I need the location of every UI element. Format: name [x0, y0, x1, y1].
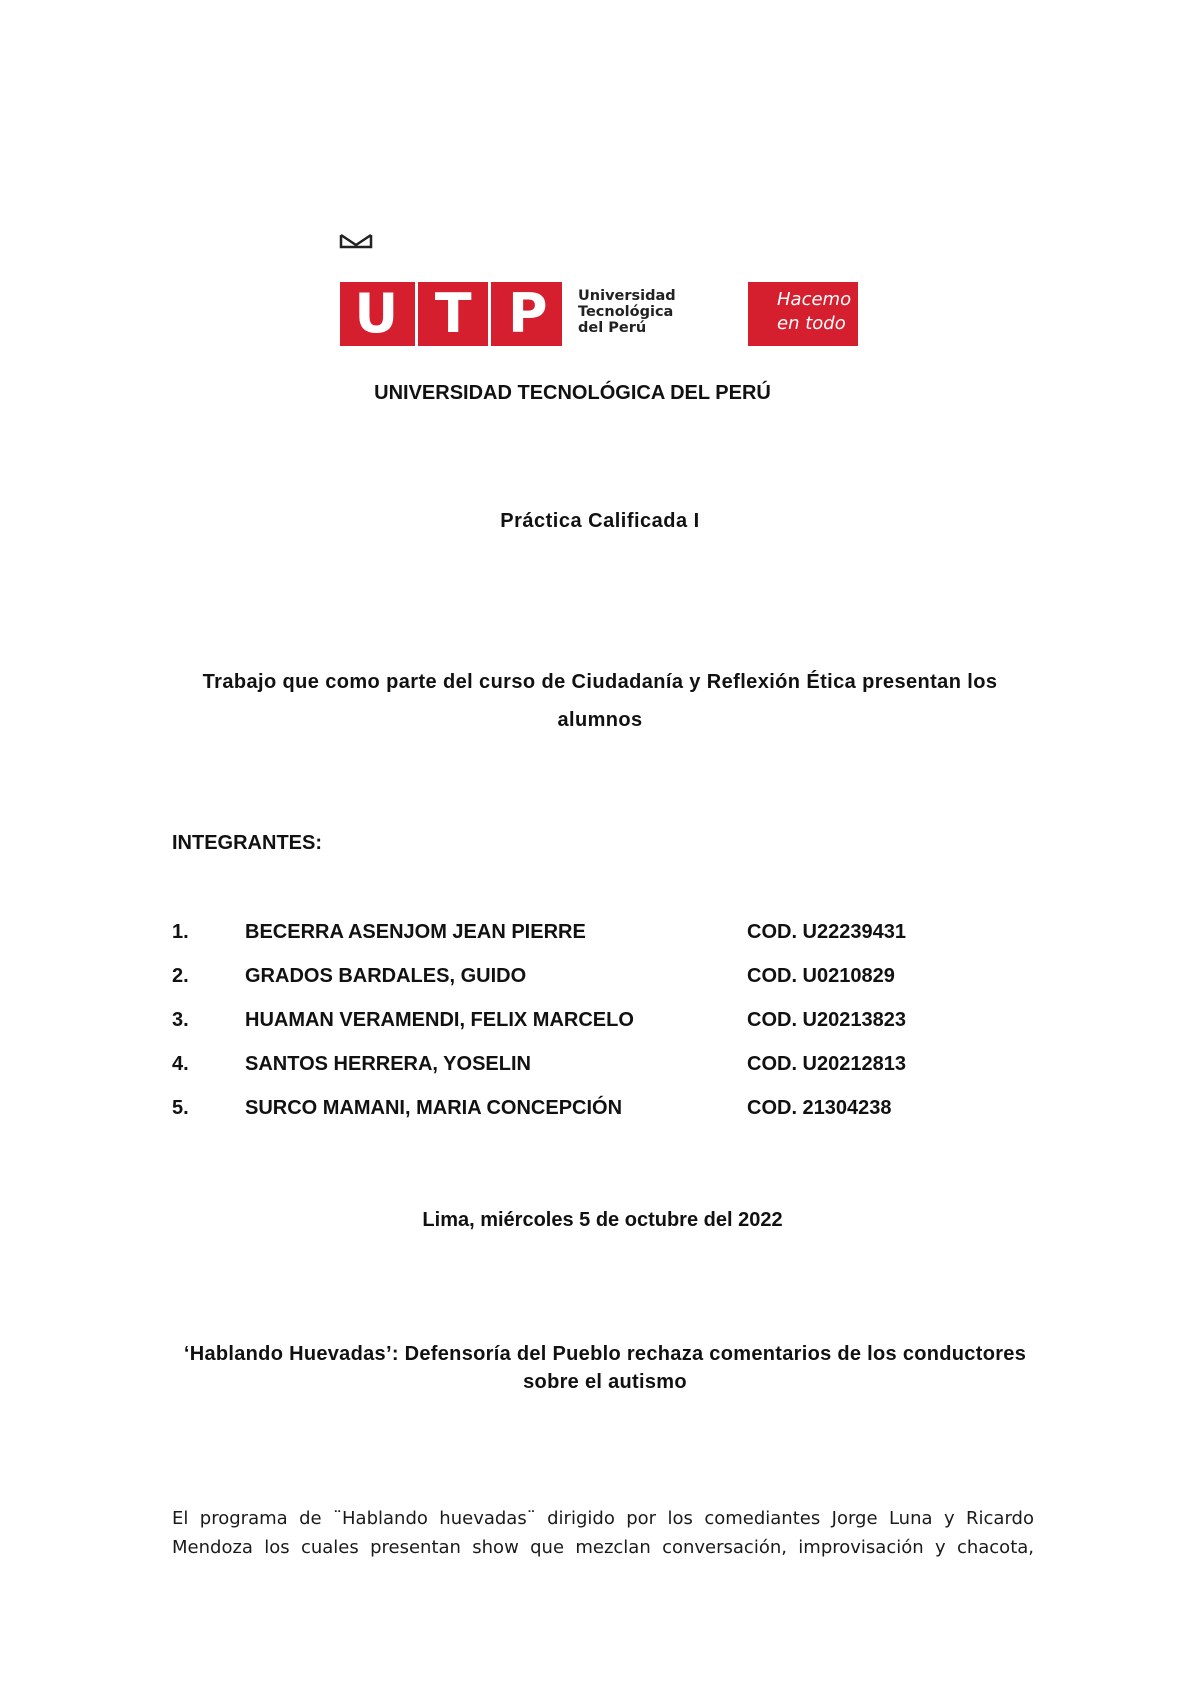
members-heading: INTEGRANTES: — [172, 832, 322, 854]
logo-letter-p: P — [508, 282, 548, 345]
logo-text-line: Tecnológica — [578, 304, 674, 320]
slogan-line: en todo — [777, 313, 846, 334]
member-name: BECERRA ASENJOM JEAN PIERRE — [245, 921, 586, 943]
member-code: COD. U20212813 — [747, 1053, 906, 1075]
member-name: HUAMAN VERAMENDI, FELIX MARCELO — [245, 1009, 634, 1031]
member-number: 1. — [172, 921, 189, 943]
member-code: COD. 21304238 — [747, 1097, 892, 1119]
member-row — [172, 1006, 972, 1050]
logo-letter-t: T — [434, 282, 472, 345]
member-number: 5. — [172, 1097, 189, 1119]
member-row — [172, 962, 972, 1006]
logo-letter-u: U — [354, 282, 399, 345]
member-name: SURCO MAMANI, MARIA CONCEPCIÓN — [245, 1097, 623, 1119]
utp-logo — [340, 282, 562, 346]
member-code: COD. U0210829 — [747, 965, 895, 987]
mail-icon — [339, 233, 373, 249]
members-list — [172, 918, 972, 1138]
work-description: Trabajo que como parte del curso de Ciudadanía y Reflexión Ética presentan los alumnos — [202, 671, 998, 731]
member-code: COD. U20213823 — [747, 1009, 906, 1031]
member-number: 4. — [172, 1053, 189, 1075]
date-line: Lima, miércoles 5 de octubre del 2022 — [422, 1209, 783, 1231]
logo-slogan — [748, 282, 858, 346]
member-row — [172, 1050, 972, 1094]
member-row — [172, 1094, 972, 1138]
member-number: 2. — [172, 965, 189, 987]
practice-title: Práctica Calificada I — [500, 510, 700, 532]
member-row — [172, 918, 972, 962]
article-body: El programa de ¨Hablando huevadas¨ dirigido por los comediantes Jorge Luna y Ricardo Mendoza los cuales presentan show que mezclan conversación, improvisación y chacota, — [172, 1508, 1034, 1558]
member-code: COD. U22239431 — [747, 921, 906, 943]
logo-divider — [488, 282, 491, 346]
logo-text-line: Universidad — [578, 288, 676, 304]
member-number: 3. — [172, 1009, 189, 1031]
slogan-line: Hacemo — [777, 289, 852, 310]
member-name: GRADOS BARDALES, GUIDO — [245, 965, 527, 987]
logo-divider — [415, 282, 418, 346]
article-headline: ‘Hablando Huevadas’: Defensoría del Pueblo rechaza comentarios de los conductores sobre el autismo — [183, 1343, 1027, 1393]
logo-wordmark — [578, 288, 676, 336]
university-title: UNIVERSIDAD TECNOLÓGICA DEL PERÚ — [374, 382, 771, 404]
logo-text-line: del Perú — [578, 320, 647, 336]
member-name: SANTOS HERRERA, YOSELIN — [245, 1053, 531, 1075]
